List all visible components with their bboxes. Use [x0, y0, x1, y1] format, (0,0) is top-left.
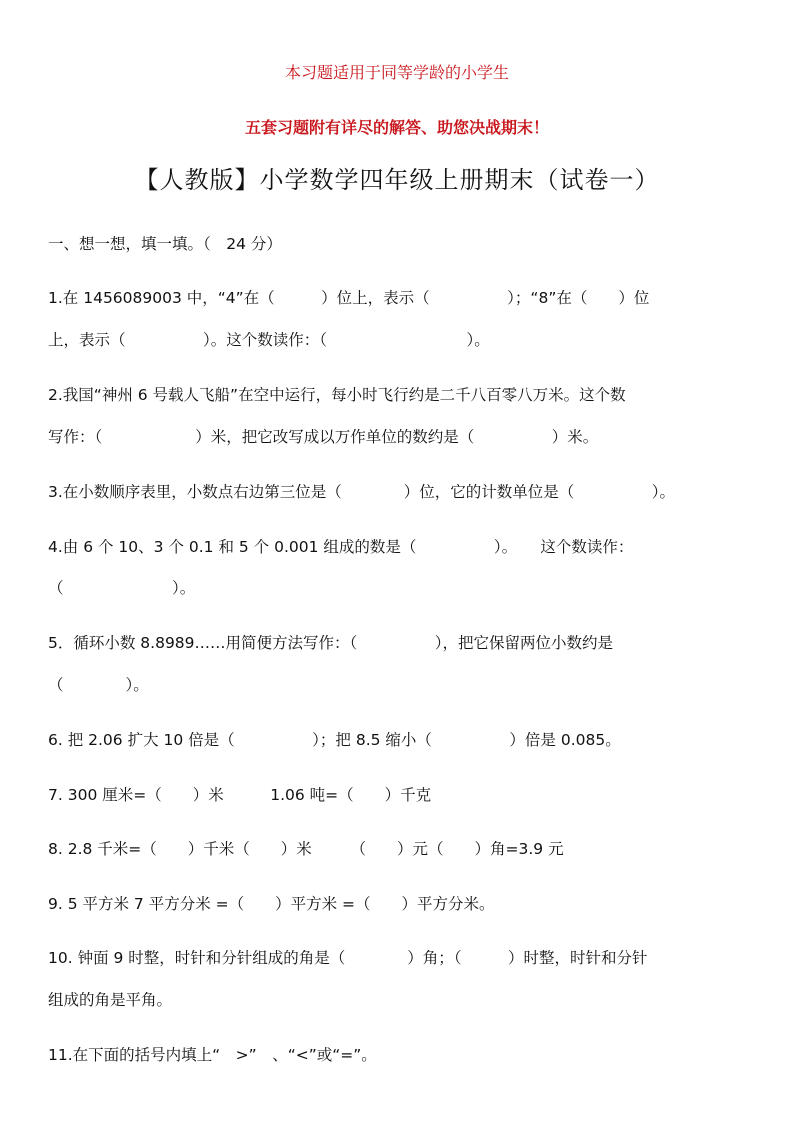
question-8-line-1: 8. 2.8 千米=（ ）千米（ ）米 （ ）元（ ）角=3.9 元: [48, 840, 564, 858]
subtitle-answers-note: 五套习题附有详尽的解答、助您决战期末！: [244, 118, 549, 137]
question-10-line-2: 组成的角是平角。: [48, 991, 173, 1009]
question-6-line-1: 6. 把 2.06 扩大 10 倍是（ ）；把 8.5 缩小（ ）倍是 0.085。: [48, 731, 621, 749]
question-11-line-1: 11.在下面的括号内填上“ >” 、“<”或“=”。: [48, 1046, 377, 1064]
question-4-line-1: 4.由 6 个 10、3 个 0.1 和 5 个 0.001 组成的数是（ ）。 这个数读作：: [48, 538, 634, 556]
question-7-line-1: 7. 300 厘米=（ ）米 1.06 吨=（ ）千克: [48, 786, 432, 804]
subtitle-age-note: 本习题适用于同等学龄的小学生: [284, 63, 509, 82]
question-3-line-1: 3.在小数顺序表里，小数点右边第三位是（ ）位，它的计数单位是（ ）。: [48, 483, 676, 501]
question-10-line-1: 10. 钟面 9 时整，时针和分针组成的角是（ ）角；（ ）时整，时针和分针: [48, 949, 648, 967]
question-2-line-2: 写作：（ ）米，把它改写成以万作单位的数约是（ ）米。: [48, 428, 599, 446]
question-9-line-1: 9. 5 平方米 7 平方分米 =（ ）平方米 =（ ）平方分米。: [48, 895, 495, 913]
question-1-line-2: 上，表示（ ）。这个数读作：（ ）。: [48, 331, 490, 349]
question-4-line-2: （ ）。: [48, 579, 196, 597]
question-5-line-2: （ ）。: [48, 676, 149, 694]
section-heading: 一、想一想，填一填。（ 24 分）: [48, 235, 282, 253]
question-5-line-1: 5．循环小数 8.8989……用简便方法写作：（ ），把它保留两位小数约是: [48, 634, 614, 652]
question-1-line-1: 1.在 1456089003 中，“4”在（ ）位上，表示（ ）；“8”在（ ）位: [48, 289, 650, 307]
page-title: 【人教版】小学数学四年级上册期末（试卷一）: [134, 166, 660, 194]
question-2-line-1: 2.我国“神州 6 号载人飞船”在空中运行，每小时飞行约是二千八百零八万米。这个数: [48, 386, 626, 404]
